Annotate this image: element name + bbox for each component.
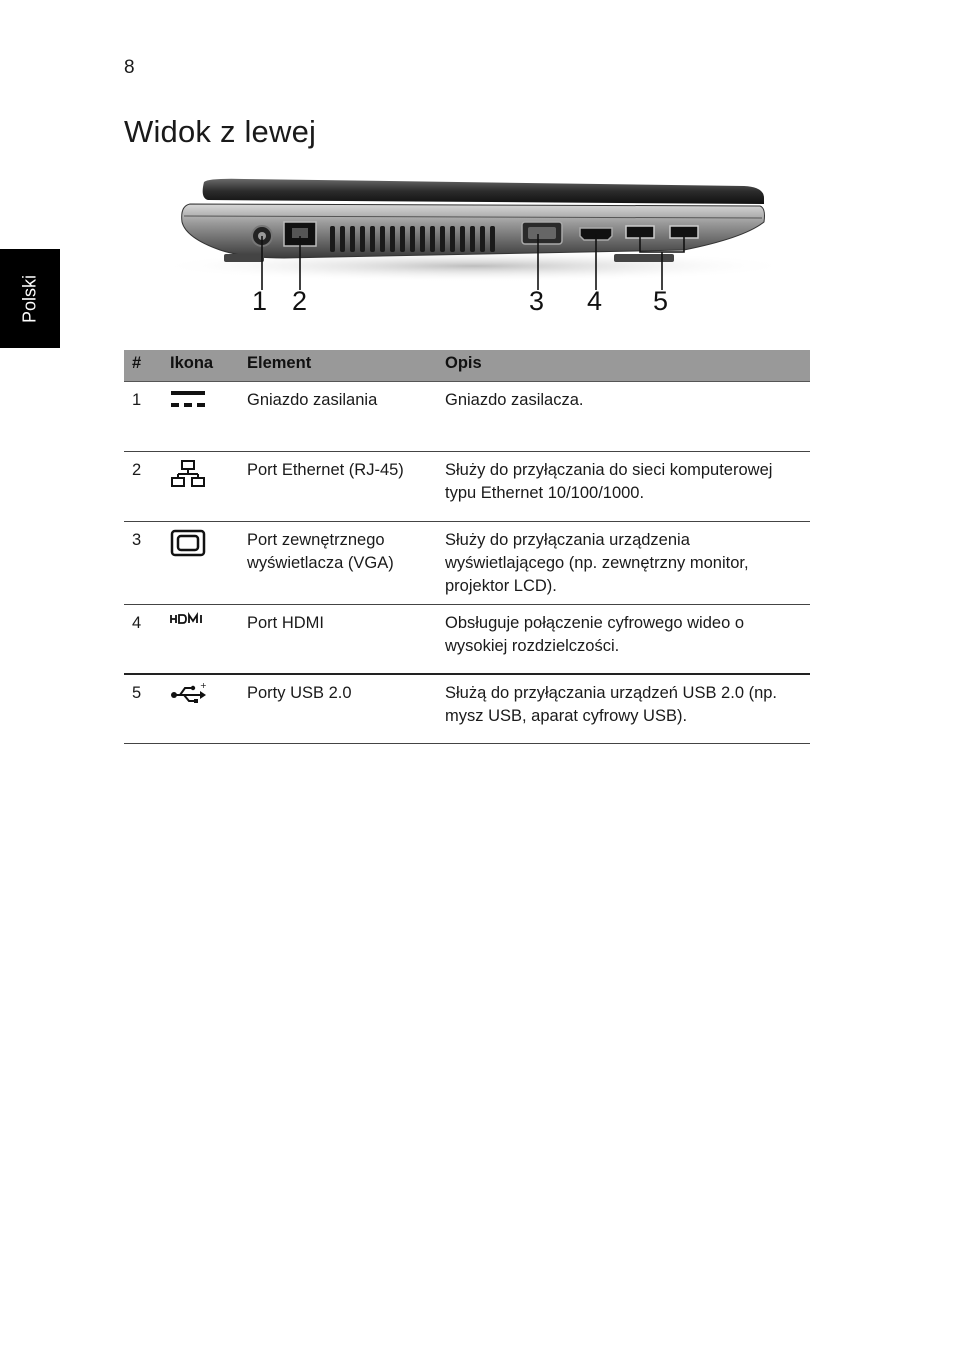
row-element: Port Ethernet (RJ-45) (243, 452, 441, 522)
rubber-foot-right (614, 254, 674, 262)
header-element: Element (243, 350, 441, 382)
row-number: 2 (124, 452, 166, 522)
row-element: Port zewnętrznego wyświetlacza (VGA) (243, 522, 441, 605)
row-description: Gniazdo zasilacza. (441, 382, 810, 452)
callout-5: 5 (653, 286, 669, 316)
row-description: Służy do przyłączania do sieci komputerowej typu Ethernet 10/100/1000. (441, 452, 810, 522)
row-element: Port HDMI (243, 605, 441, 674)
header-description: Opis (441, 350, 810, 382)
laptop-left-side-figure (124, 170, 810, 330)
row-number: 3 (124, 522, 166, 605)
row-description: Służy do przyłączania urządzenia wyświetlającego (np. zewnętrzny monitor, projektor LCD). (441, 522, 810, 605)
row-number: 4 (124, 605, 166, 674)
table-header-row (124, 350, 810, 382)
callout-3: 3 (529, 286, 545, 316)
components-table (124, 350, 810, 744)
header-icon: Ikona (166, 350, 243, 382)
row-number: 1 (124, 382, 166, 452)
laptop-lid (203, 179, 764, 204)
cooling-vents (330, 226, 495, 252)
dc-power-icon (170, 389, 206, 413)
row-number: 5 (124, 674, 166, 744)
language-side-tab (0, 249, 60, 348)
laptop-side-illustration (124, 170, 810, 290)
vga-display-icon (170, 529, 206, 557)
svg-text:+: + (200, 681, 207, 690)
page-title: Widok z lewej (124, 114, 317, 149)
table-row (124, 382, 810, 452)
usb-icon (170, 682, 208, 706)
table-row (124, 674, 810, 744)
callout-2: 2 (292, 286, 308, 316)
row-description: Służą do przyłączania urządzeń USB 2.0 (np. mysz USB, aparat cyfrowy USB). (441, 674, 810, 744)
table-row (124, 452, 810, 522)
rubber-foot-left (224, 254, 264, 262)
ethernet-network-icon (170, 459, 206, 489)
hdmi-logo-icon (170, 612, 206, 626)
page-number: 8 (124, 57, 135, 78)
table-row (124, 522, 810, 605)
table-row (124, 605, 810, 674)
row-description: Obsługuje połączenie cyfrowego wideo o wysokiej rozdzielczości. (441, 605, 810, 674)
header-num: # (124, 350, 166, 382)
row-element: Gniazdo zasilania (243, 382, 441, 452)
row-element: Porty USB 2.0 (243, 674, 441, 744)
language-label: Polski (19, 274, 40, 323)
callout-1: 1 (252, 286, 268, 316)
callout-4: 4 (587, 286, 603, 316)
